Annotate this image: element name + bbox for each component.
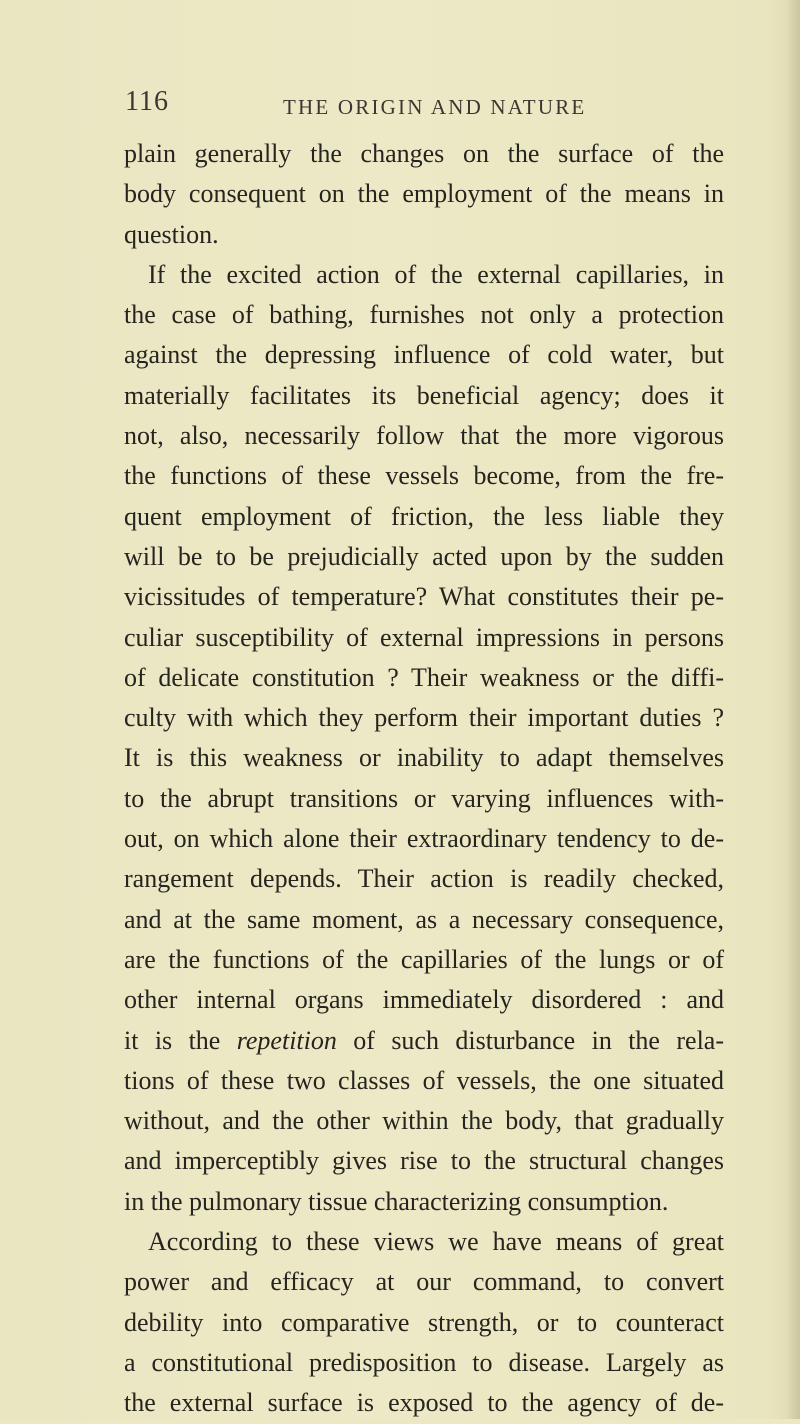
text-line: a constitutional predisposition to disease. Largely as: [124, 1347, 724, 1377]
text-line: to the abrupt transitions or varying influences with-: [124, 783, 724, 813]
text-line: out, on which alone their extraordinary tendency to de-: [124, 824, 724, 854]
text-line: in the pulmonary tissue characterizing consumption.: [124, 1186, 669, 1216]
text-line: culiar susceptibility of external impressions in persons: [124, 622, 724, 652]
text-line: rangement depends. Their action is readily checked,: [124, 864, 724, 894]
text-line: debility into comparative strength, or to counteract: [124, 1307, 724, 1337]
text-line: plain generally the changes on the surface of the: [124, 139, 724, 168]
text-line: are the functions of the capillaries of the lungs or of: [124, 944, 724, 974]
text-fragment: it is the: [124, 1025, 237, 1055]
text-line: against the depressing influence of cold water, but: [124, 340, 724, 370]
text-line: According to these views we have means of great: [148, 1227, 724, 1257]
page-number: 116: [125, 86, 169, 117]
text-line: and imperceptibly gives rise to the structural changes: [124, 1146, 724, 1176]
text-line: the case of bathing, furnishes not only a protection: [124, 300, 724, 330]
text-line: If the excited action of the external capillaries, in: [148, 259, 724, 289]
italic-emphasis: repetition: [236, 1025, 337, 1055]
text-line: the functions of these vessels become, from the fre-: [124, 461, 724, 491]
text-line: vicissitudes of temperature? What constitutes their pe-: [124, 582, 724, 612]
text-line: culty with which they perform their important duties ?: [124, 703, 724, 733]
text-line: will be to be prejudicially acted upon by the sudden: [124, 541, 724, 571]
text-line: [124, 1021, 724, 1061]
text-line: and at the same moment, as a necessary consequence,: [124, 904, 724, 934]
text-line: of delicate constitution ? Their weakness or the diffi-: [124, 662, 724, 692]
text-fragment: of such disturbance in the rela-: [336, 1025, 724, 1055]
text-line: tions of these two classes of vessels, the one situated: [124, 1065, 724, 1095]
text-line: materially facilitates its beneficial agency; does it: [124, 380, 724, 410]
text-line: the external surface is exposed to the agency of de-: [124, 1388, 724, 1418]
running-head: [125, 86, 755, 126]
text-line: It is this weakness or inability to adapt themselves: [124, 743, 724, 773]
text-line: not, also, necessarily follow that the more vigorous: [124, 421, 724, 451]
text-line: without, and the other within the body, that gradually: [124, 1106, 724, 1136]
page-edge-shadow: [786, 0, 800, 1419]
text-line: other internal organs immediately disordered : and: [124, 985, 724, 1015]
text-line: quent employment of friction, the less liable they: [124, 501, 724, 531]
text-line: body consequent on the employment of the means in: [124, 179, 724, 209]
text-line: power and efficacy at our command, to convert: [124, 1267, 724, 1297]
text-line: question.: [124, 219, 219, 249]
running-head-title: THE ORIGIN AND NATURE: [283, 95, 587, 119]
body-text: [124, 134, 724, 1424]
